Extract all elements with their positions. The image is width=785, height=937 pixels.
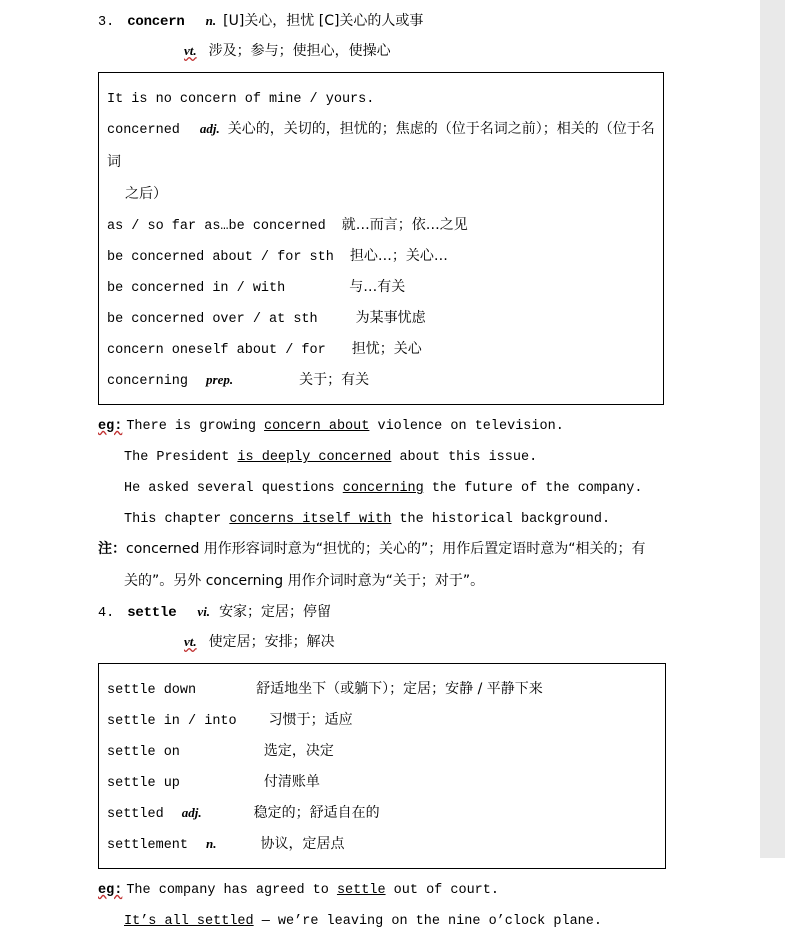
example-highlight: concerns itself with [229,512,392,527]
phrase-en: settlement [107,838,189,853]
entry-headword-line [98,6,698,36]
phrase-box-settle [98,663,666,869]
example-line [98,440,698,471]
phrase-row [99,333,663,364]
example-text-post: out of court. [385,883,499,898]
example-line [98,502,698,533]
phrase-en: concerning [107,374,189,389]
example-highlight: concern about [264,419,370,434]
phrase-en: settle in / into [107,714,237,729]
phrase-en: concerned [107,123,180,138]
entry-secondary-line [98,36,698,66]
example-text-post: violence on television. [369,419,564,434]
page-right-margin-strip [760,0,785,858]
phrase-row [99,735,665,766]
entry-headword-line [98,597,698,627]
entry-pos-noun: n. [205,13,217,28]
example-line [98,471,698,502]
phrase-row [99,302,663,333]
entry-pos-verb: vt. [184,43,197,58]
phrase-en: settled [107,807,164,822]
phrase-row [99,113,663,178]
example-highlight: settle [336,883,386,898]
phrase-cn: 选定，决定 [263,743,334,759]
phrase-row [99,209,663,240]
phrase-pos: n. [206,836,217,851]
example-text-pre: He asked several questions [124,481,343,496]
note-line [98,565,698,597]
entry-concern [98,6,698,597]
entry-number: 4. [98,606,115,621]
example-line [98,409,698,440]
phrase-cn: 舒适地坐下（或躺下）；定居；安静 / 平静下来 [256,681,543,697]
example-text-pre: The company has agreed to [126,883,337,898]
phrase-pos: adj. [181,805,202,820]
phrase-row-continuation [99,178,663,209]
note-text-line2: 关的”。另外 concerning 用作介词时意为“关于；对于”。 [124,573,485,589]
example-line [98,873,698,904]
entry-settle [98,597,698,935]
entry-definition-verb: 涉及；参与；使担心，使操心 [208,43,391,59]
phrase-cn: 担心…；关心… [349,248,448,264]
document-content [98,0,698,935]
note-text-line1: concerned 用作形容词时意为“担忧的；关心的”；用作后置定语时意为“相关的；有 [126,541,646,557]
phrase-row [99,364,663,395]
example-text-pre: This chapter [124,512,230,527]
note-line [98,533,698,565]
entry-number: 3. [98,15,115,30]
phrase-cn: 关于；有关 [299,372,370,388]
example-text-pre: The President [124,450,238,465]
phrase-cn: 担忧；关心 [351,341,422,357]
entry-headword: settle [127,605,177,621]
entry-definition-vi: 安家；定居；停留 [219,604,332,620]
phrase-cn: 为某事忧虑 [355,310,426,326]
phrase-en: concern oneself about / for [107,343,326,358]
example-block-concern [98,409,698,533]
example-text-post: the future of the company. [423,481,643,496]
phrase-en: It is no concern of mine / yours. [107,92,375,107]
phrase-row [99,797,665,828]
entry-headword: concern [127,14,185,30]
phrase-row [99,82,663,113]
example-text-post: about this issue. [391,450,538,465]
phrase-row [99,271,663,302]
phrase-cn: 习惯于；适应 [268,712,353,728]
example-highlight: is deeply concerned [237,450,392,465]
phrase-row [99,673,665,704]
phrase-box-concern [98,72,664,405]
phrase-cn: 稳定的；舒适自在的 [253,805,380,821]
example-highlight: It’s all settled [124,914,254,929]
note-label: 注： [98,541,126,557]
phrase-cn: 就…而言；依…之见 [341,217,468,233]
example-line [98,904,698,935]
note-block-concern [98,533,698,597]
phrase-en: be concerned in / with [107,281,286,296]
eg-label: eg: [98,419,123,434]
phrase-en: settle up [107,776,180,791]
entry-pos-vi: vi. [197,604,211,619]
phrase-en: settle down [107,683,197,698]
phrase-cn: 付清账单 [263,774,320,790]
entry-pos-vt: vt. [184,634,197,649]
phrase-pos: adj. [199,121,220,136]
entry-definition-noun: [U]关心，担忧 [C]关心的人或事 [223,13,424,29]
phrase-row [99,704,665,735]
phrase-row [99,240,663,271]
phrase-cn-cont: 之后） [125,186,167,202]
eg-label: eg: [98,883,123,898]
phrase-en: be concerned about / for sth [107,250,334,265]
entry-secondary-line [98,627,698,657]
phrase-en: as / so far as…be concerned [107,219,326,234]
phrase-en: be concerned over / at sth [107,312,318,327]
example-text-pre: There is growing [126,419,265,434]
example-highlight: concerning [342,481,424,496]
phrase-cn: 协议，定居点 [260,836,345,852]
example-block-settle [98,873,698,935]
phrase-en: settle on [107,745,180,760]
phrase-cn: 与…有关 [349,279,406,295]
phrase-row [99,766,665,797]
example-text-post: — we’re leaving on the nine o’clock plane. [253,914,602,929]
entry-definition-vt: 使定居；安排；解决 [208,634,335,650]
phrase-pos: prep. [206,372,234,387]
example-text-post: the historical background. [391,512,611,527]
phrase-cn: 关心的，关切的，担忧的；焦虑的（位于名词之前）；相关的（位于名词 [107,121,655,170]
phrase-row [99,828,665,859]
